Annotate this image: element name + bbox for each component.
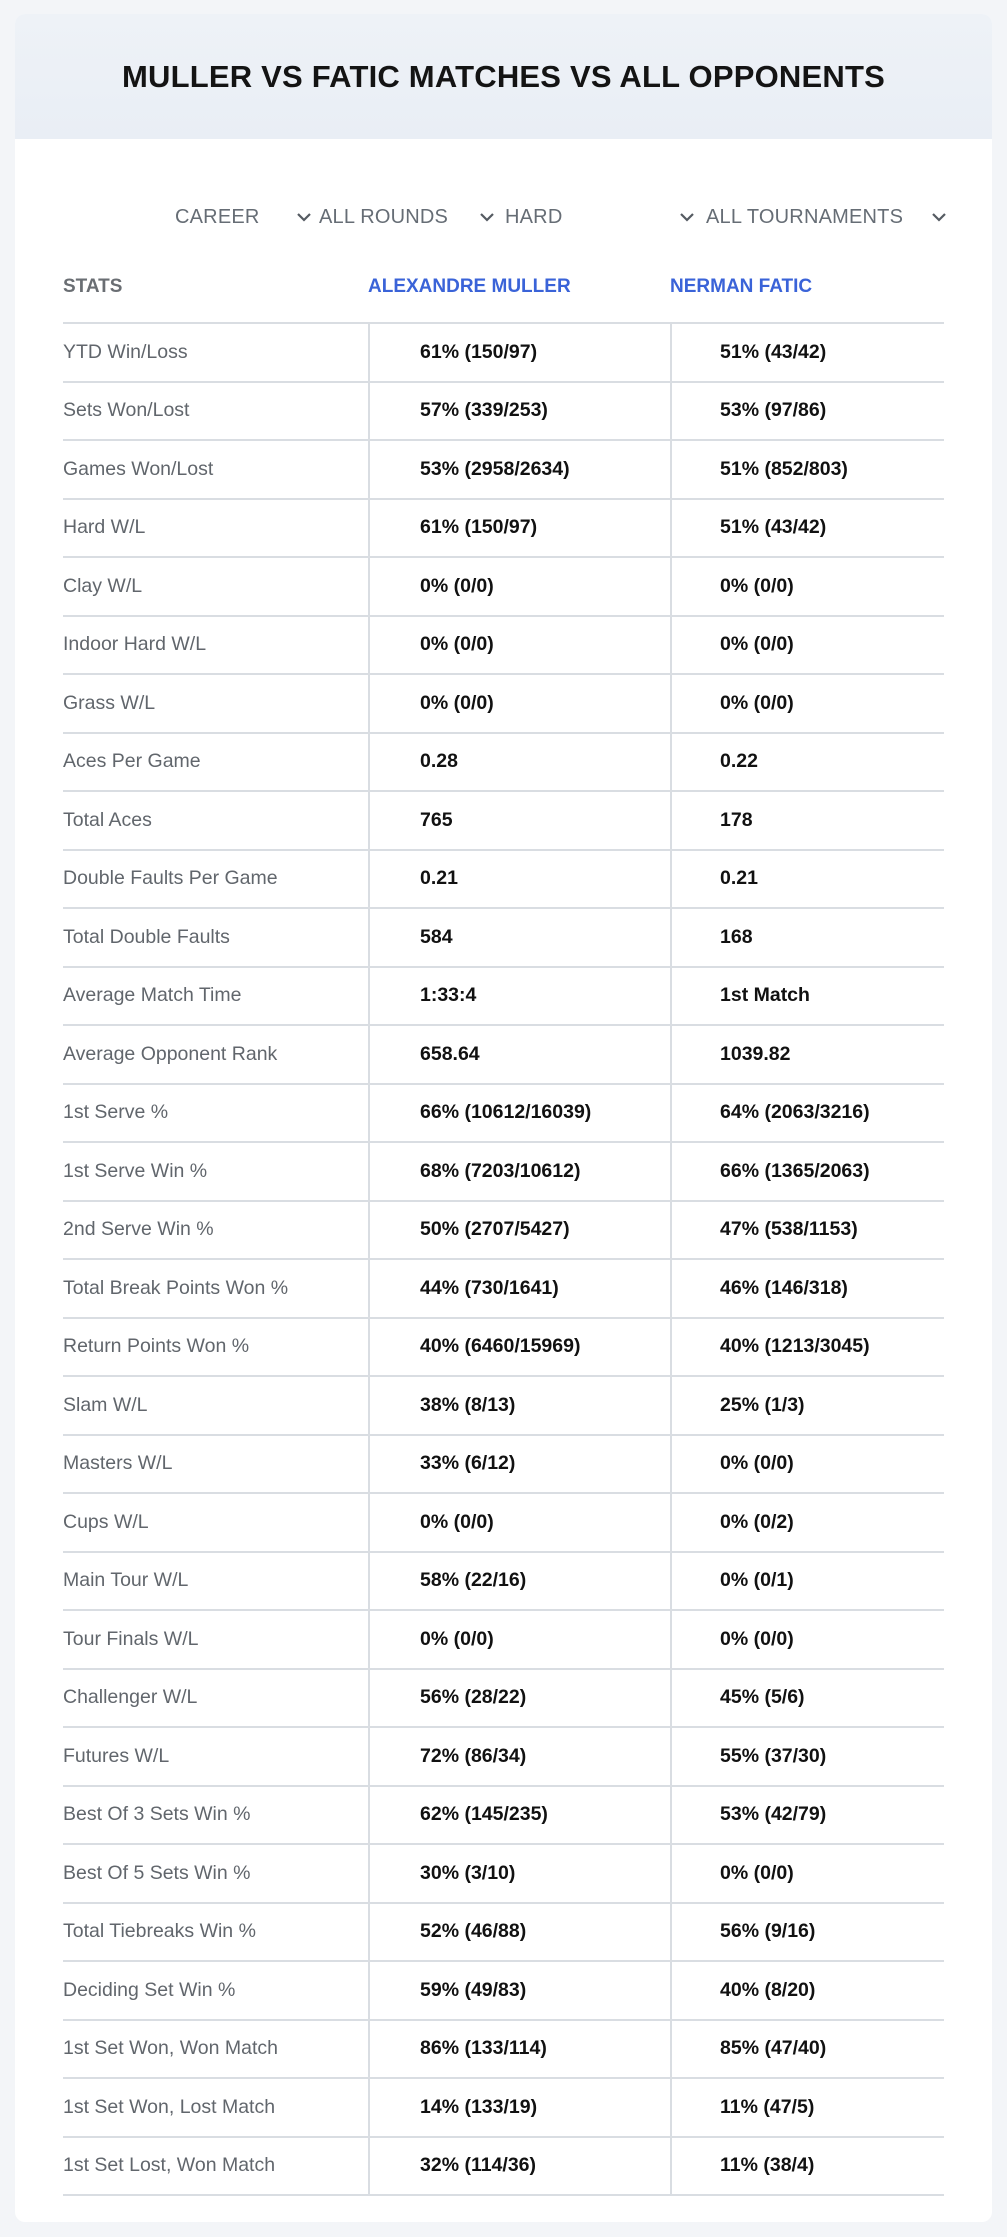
- row-label: 1st Serve %: [63, 1101, 169, 1124]
- chevron-down-icon: [295, 189, 313, 245]
- player2-value: 0% (0/2): [670, 1494, 944, 1551]
- player1-value: 52% (46/88): [368, 1904, 670, 1961]
- row-label: Aces Per Game: [63, 750, 201, 773]
- table-row: [63, 909, 944, 968]
- player2-value: 0% (0/0): [670, 1845, 944, 1902]
- table-row: [63, 1904, 944, 1963]
- player1-value: 58% (22/16): [368, 1553, 670, 1610]
- row-label: Slam W/L: [63, 1393, 148, 1416]
- player1-value: 86% (133/114): [368, 2021, 670, 2078]
- player1-value: 0.21: [368, 851, 670, 908]
- player2-value: 51% (43/42): [670, 500, 944, 557]
- filter-tournaments-select[interactable]: [706, 189, 966, 245]
- player1-value: 0% (0/0): [368, 675, 670, 732]
- table-row: [63, 2079, 944, 2138]
- player1-value: 1:33:4: [368, 968, 670, 1025]
- player2-value: 47% (538/1153): [670, 1202, 944, 1259]
- row-label: Futures W/L: [63, 1744, 170, 1767]
- row-label: Clay W/L: [63, 574, 143, 597]
- player1-value: 0.28: [368, 734, 670, 791]
- row-label: Deciding Set Win %: [63, 1978, 236, 2001]
- row-label: Tour Finals W/L: [63, 1627, 199, 1650]
- table-body: [63, 324, 944, 2196]
- table-row: [63, 851, 944, 910]
- row-label: Total Tiebreaks Win %: [63, 1920, 256, 1943]
- table-row: [63, 1202, 944, 1261]
- player1-value: 66% (10612/16039): [368, 1085, 670, 1142]
- player2-value: 0% (0/1): [670, 1553, 944, 1610]
- row-label: 1st Set Won, Lost Match: [63, 2095, 276, 2118]
- chevron-down-icon: [478, 189, 496, 245]
- chevron-down-icon: [678, 189, 696, 245]
- row-label: Main Tour W/L: [63, 1569, 189, 1592]
- player1-value: 584: [368, 909, 670, 966]
- table-row: [63, 2021, 944, 2080]
- table-row: [63, 1377, 944, 1436]
- player1-value: 62% (145/235): [368, 1787, 670, 1844]
- player2-value: 0% (0/0): [670, 1436, 944, 1493]
- player1-value: 53% (2958/2634): [368, 441, 670, 498]
- table-row: [63, 1845, 944, 1904]
- filter-bar: [15, 189, 992, 245]
- player2-value: 1st Match: [670, 968, 944, 1025]
- player2-value: 45% (5/6): [670, 1670, 944, 1727]
- row-label: Masters W/L: [63, 1452, 173, 1475]
- table-header: [63, 251, 944, 324]
- player2-value: 168: [670, 909, 944, 966]
- player2-value: 40% (8/20): [670, 1962, 944, 2019]
- player2-value: 178: [670, 792, 944, 849]
- player1-value: 56% (28/22): [368, 1670, 670, 1727]
- table-row: [63, 675, 944, 734]
- table-row: [63, 1260, 944, 1319]
- player2-value: 64% (2063/3216): [670, 1085, 944, 1142]
- row-label: Best Of 5 Sets Win %: [63, 1861, 251, 1884]
- player2-value: 11% (47/5): [670, 2079, 944, 2136]
- table-row: [63, 734, 944, 793]
- player2-value: 11% (38/4): [670, 2138, 944, 2195]
- stats-column-header: STATS: [63, 275, 123, 297]
- table-row: [63, 968, 944, 1027]
- player1-value: 0% (0/0): [368, 558, 670, 615]
- player1-value: 59% (49/83): [368, 1962, 670, 2019]
- player2-value: 53% (97/86): [670, 383, 944, 440]
- table-row: [63, 558, 944, 617]
- row-label: Total Break Points Won %: [63, 1276, 289, 1299]
- row-label: Hard W/L: [63, 516, 146, 539]
- row-label: YTD Win/Loss: [63, 340, 188, 363]
- player2-value: 55% (37/30): [670, 1728, 944, 1785]
- row-label: Average Match Time: [63, 984, 242, 1007]
- table-row: [63, 1553, 944, 1612]
- row-label: Best Of 3 Sets Win %: [63, 1803, 251, 1826]
- player1-value: 38% (8/13): [368, 1377, 670, 1434]
- player1-value: 61% (150/97): [368, 324, 670, 381]
- player1-value: 32% (114/36): [368, 2138, 670, 2195]
- player1-value: 68% (7203/10612): [368, 1143, 670, 1200]
- filter-surface-select[interactable]: [505, 189, 705, 245]
- filter-surface-label: HARD: [505, 205, 563, 228]
- row-label: Indoor Hard W/L: [63, 633, 207, 656]
- table-row: [63, 617, 944, 676]
- player1-value: 14% (133/19): [368, 2079, 670, 2136]
- row-label: Sets Won/Lost: [63, 399, 190, 422]
- row-label: Total Aces: [63, 808, 152, 831]
- table-row: [63, 1494, 944, 1553]
- stats-table: [63, 251, 944, 2196]
- player1-link[interactable]: ALEXANDRE MULLER: [368, 275, 571, 297]
- row-label: Double Faults Per Game: [63, 867, 278, 890]
- table-row: [63, 383, 944, 442]
- row-label: 1st Serve Win %: [63, 1159, 208, 1182]
- player2-value: 25% (1/3): [670, 1377, 944, 1434]
- player2-link[interactable]: NERMAN FATIC: [670, 275, 813, 297]
- table-row: [63, 1670, 944, 1729]
- player1-value: 44% (730/1641): [368, 1260, 670, 1317]
- row-label: Total Double Faults: [63, 925, 230, 948]
- player1-value: 658.64: [368, 1026, 670, 1083]
- player2-value: 0% (0/0): [670, 558, 944, 615]
- player2-value: 85% (47/40): [670, 2021, 944, 2078]
- player2-value: 0% (0/0): [670, 1611, 944, 1668]
- player1-value: 72% (86/34): [368, 1728, 670, 1785]
- table-row: [63, 1787, 944, 1846]
- player1-value: 0% (0/0): [368, 1494, 670, 1551]
- player2-value: 40% (1213/3045): [670, 1319, 944, 1376]
- filter-rounds-select[interactable]: [319, 189, 499, 245]
- table-row: [63, 2138, 944, 2197]
- row-label: 2nd Serve Win %: [63, 1218, 214, 1241]
- player1-value: 50% (2707/5427): [368, 1202, 670, 1259]
- player1-value: 40% (6460/15969): [368, 1319, 670, 1376]
- player2-value: 51% (43/42): [670, 324, 944, 381]
- row-label: Return Points Won %: [63, 1335, 250, 1358]
- row-label: Cups W/L: [63, 1510, 149, 1533]
- player2-value: 46% (146/318): [670, 1260, 944, 1317]
- row-label: Grass W/L: [63, 691, 156, 714]
- table-row: [63, 1436, 944, 1495]
- card-header: [15, 14, 992, 139]
- player2-value: 53% (42/79): [670, 1787, 944, 1844]
- table-row: [63, 1611, 944, 1670]
- filter-career-select[interactable]: [175, 189, 315, 245]
- player2-value: 0% (0/0): [670, 675, 944, 732]
- table-row: [63, 1319, 944, 1378]
- row-label: 1st Set Lost, Won Match: [63, 2154, 276, 2177]
- table-row: [63, 1085, 944, 1144]
- player2-value: 56% (9/16): [670, 1904, 944, 1961]
- filter-tournaments-label: ALL TOURNAMENTS: [706, 205, 904, 228]
- player2-value: 66% (1365/2063): [670, 1143, 944, 1200]
- filter-rounds-label: ALL ROUNDS: [319, 205, 449, 228]
- table-row: [63, 1728, 944, 1787]
- player1-value: 0% (0/0): [368, 1611, 670, 1668]
- chevron-down-icon: [930, 189, 948, 245]
- player1-value: 61% (150/97): [368, 500, 670, 557]
- row-label: Challenger W/L: [63, 1686, 198, 1709]
- row-label: Average Opponent Rank: [63, 1042, 278, 1065]
- player2-value: 0% (0/0): [670, 617, 944, 674]
- table-row: [63, 324, 944, 383]
- player1-value: 0% (0/0): [368, 617, 670, 674]
- player1-value: 30% (3/10): [368, 1845, 670, 1902]
- player2-value: 0.21: [670, 851, 944, 908]
- row-label: Games Won/Lost: [63, 457, 214, 480]
- table-row: [63, 792, 944, 851]
- player2-value: 51% (852/803): [670, 441, 944, 498]
- player1-value: 57% (339/253): [368, 383, 670, 440]
- table-row: [63, 1026, 944, 1085]
- player1-value: 33% (6/12): [368, 1436, 670, 1493]
- table-row: [63, 441, 944, 500]
- player2-value: 1039.82: [670, 1026, 944, 1083]
- table-row: [63, 1143, 944, 1202]
- stats-card: [15, 14, 992, 2222]
- player1-value: 765: [368, 792, 670, 849]
- player2-value: 0.22: [670, 734, 944, 791]
- page-title: MULLER VS FATIC MATCHES VS ALL OPPONENTS: [122, 58, 885, 94]
- row-label: 1st Set Won, Won Match: [63, 2037, 278, 2060]
- table-row: [63, 1962, 944, 2021]
- table-row: [63, 500, 944, 559]
- filter-career-label: CAREER: [175, 205, 260, 228]
